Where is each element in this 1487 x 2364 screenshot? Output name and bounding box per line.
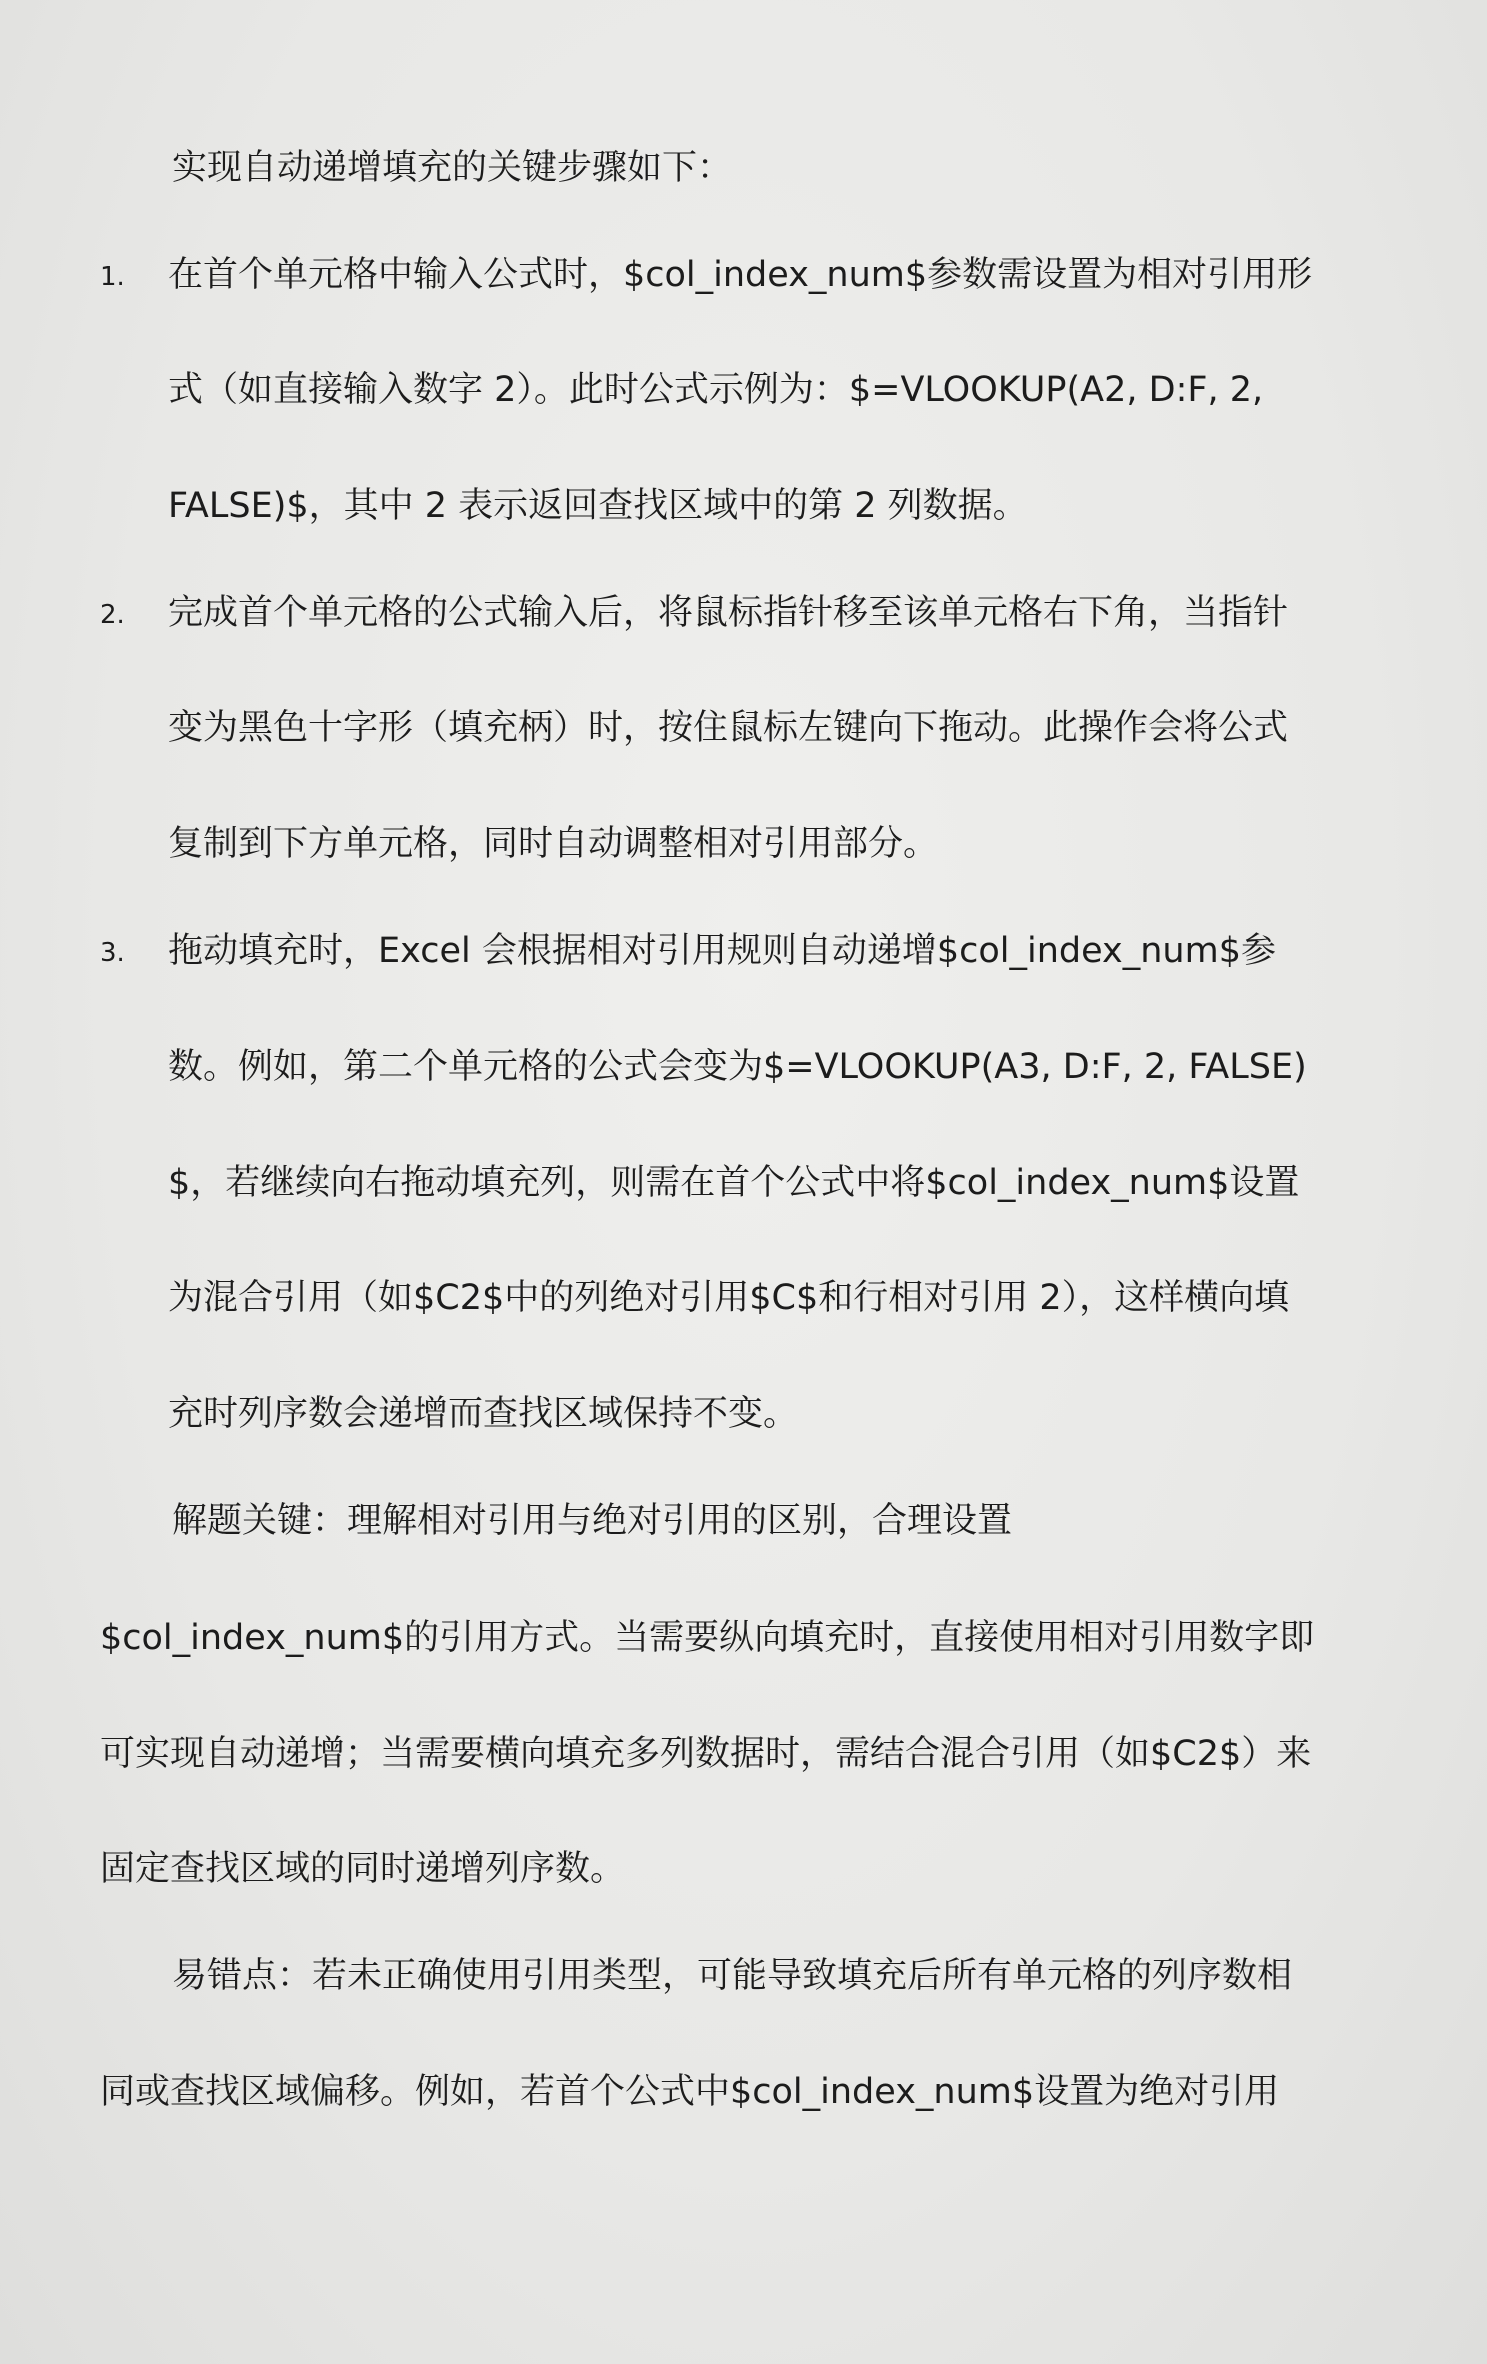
step-3-number: 3. <box>100 938 125 968</box>
step-3-line-2: 数。例如，第二个单元格的公式会变为$=VLOOKUP(A3, D:F, 2, FALSE) <box>168 1047 1307 1087</box>
pitfall-line-1: 易错点：若未正确使用引用类型，可能导致填充后所有单元格的列序数相 <box>172 1956 1293 1996</box>
step-3-line-1: 拖动填充时，Excel 会根据相对引用规则自动递增$col_index_num$参 <box>168 931 1276 971</box>
step-3-line-4: 为混合引用（如$C2$中的列绝对引用$C$和行相对引用 2），这样横向填 <box>168 1278 1290 1318</box>
step-1-number: 1. <box>100 262 125 292</box>
key-line-2: $col_index_num$的引用方式。当需要纵向填充时，直接使用相对引用数字即 <box>100 1618 1315 1658</box>
step-2-line-2: 变为黑色十字形（填充柄）时，按住鼠标左键向下拖动。此操作会将公式 <box>168 708 1289 748</box>
step-3-line-5: 充时列序数会递增而查找区域保持不变。 <box>168 1394 799 1434</box>
step-1-line-3: FALSE)$，其中 2 表示返回查找区域中的第 2 列数据。 <box>168 486 1028 526</box>
step-2-number: 2. <box>100 600 125 630</box>
step-3-line-3: $，若继续向右拖动填充列，则需在首个公式中将$col_index_num$设置 <box>168 1163 1300 1203</box>
pitfall-line-2: 同或查找区域偏移。例如，若首个公式中$col_index_num$设置为绝对引用 <box>100 2072 1280 2112</box>
step-2-line-3: 复制到下方单元格，同时自动调整相对引用部分。 <box>168 824 939 864</box>
key-line-3: 可实现自动递增；当需要横向填充多列数据时，需结合混合引用（如$C2$）来 <box>100 1734 1312 1774</box>
key-line-1: 解题关键：理解相对引用与绝对引用的区别，合理设置 <box>172 1501 1013 1541</box>
step-1-line-2: 式（如直接输入数字 2）。此时公式示例为：$=VLOOKUP(A2, D:F, 2, <box>168 370 1264 410</box>
key-line-4: 固定查找区域的同时递增列序数。 <box>100 1849 626 1889</box>
intro-line: 实现自动递增填充的关键步骤如下： <box>172 148 733 188</box>
step-1-line-1: 在首个单元格中输入公式时，$col_index_num$参数需设置为相对引用形 <box>168 255 1313 295</box>
step-2-line-1: 完成首个单元格的公式输入后，将鼠标指针移至该单元格右下角，当指针 <box>168 593 1289 633</box>
